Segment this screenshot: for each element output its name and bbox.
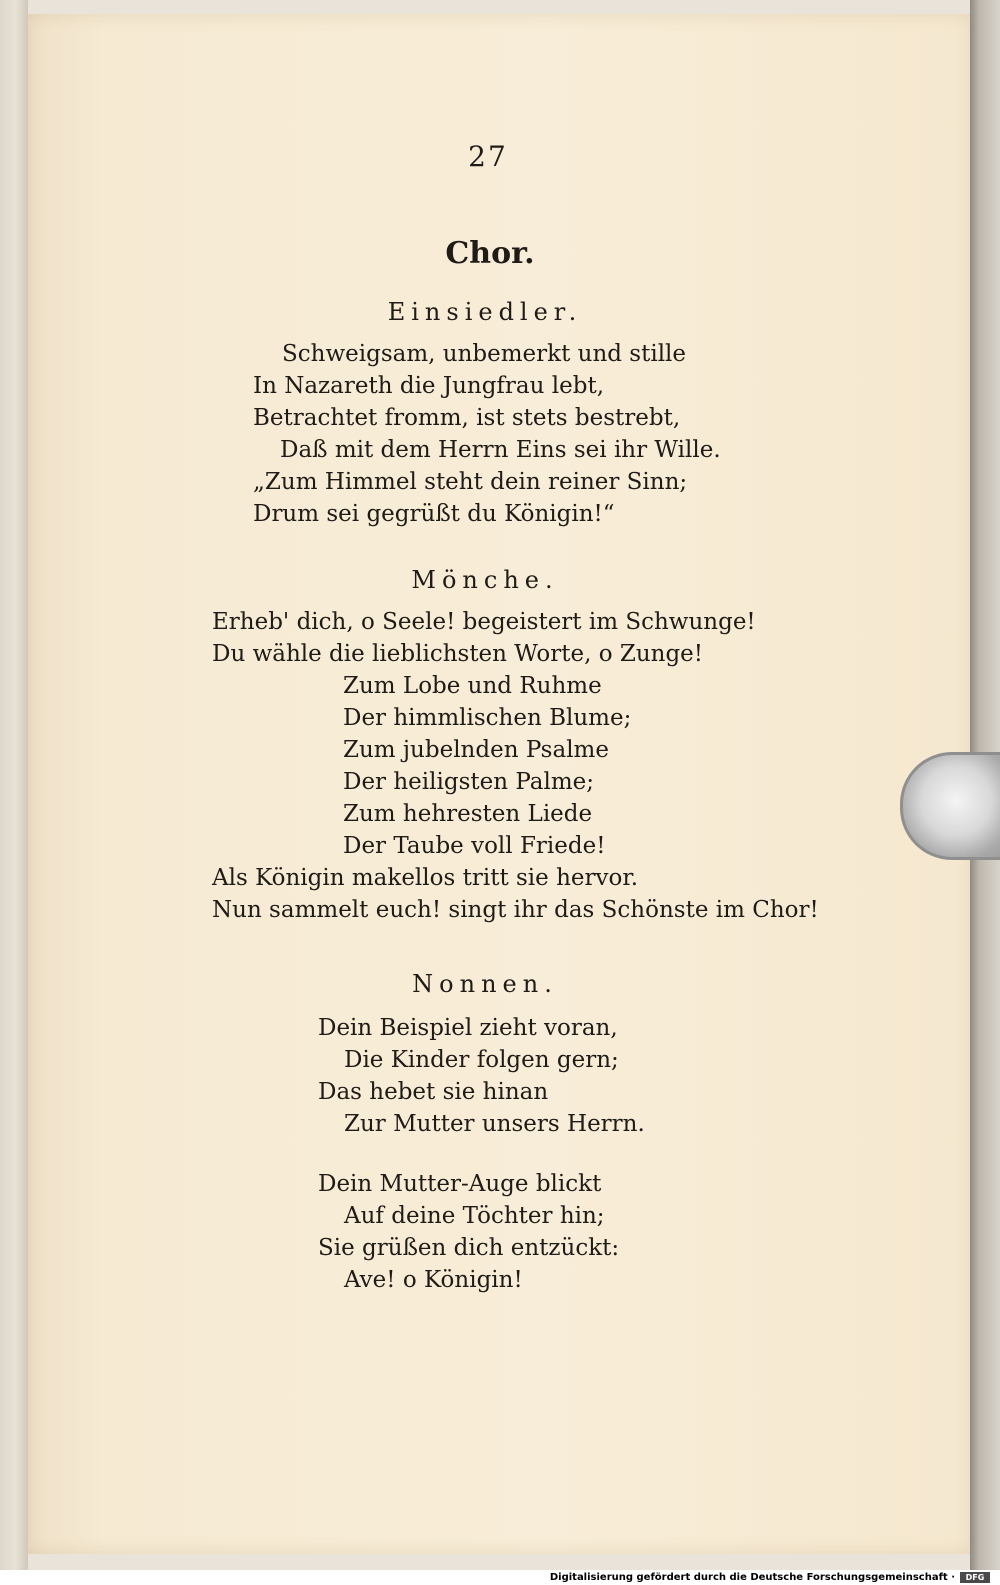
verse-line: Zum hehresten Liede xyxy=(343,801,593,827)
section-title: Chor. xyxy=(445,236,535,271)
verse-line: Auf deine Töchter hin; xyxy=(344,1203,605,1229)
verse-line: Du wähle die lieblichsten Worte, o Zunge! xyxy=(212,641,704,667)
verse-line: „Zum Himmel steht dein reiner Sinn; xyxy=(253,469,688,495)
speaker-einsiedler: Einsiedler. xyxy=(387,298,583,326)
dfg-logo: DFG xyxy=(960,1572,990,1583)
verse-line: Dein Mutter-Auge blickt xyxy=(318,1171,602,1197)
verse-line: Schweigsam, unbemerkt und stille xyxy=(282,341,687,367)
verse-line: Zur Mutter unsers Herrn. xyxy=(344,1111,645,1137)
verse-line: Als Königin makellos tritt sie hervor. xyxy=(212,865,639,891)
digitization-credit: Digitalisierung gefördert durch die Deutsche Forschungsgemeinschaft · xyxy=(549,1572,955,1583)
verse-line: Der heiligsten Palme; xyxy=(343,769,595,795)
verse-line: Ave! o Königin! xyxy=(344,1267,523,1293)
verse-line: Daß mit dem Herrn Eins sei ihr Wille. xyxy=(280,437,721,463)
speaker-moenche: Mönche. xyxy=(411,566,559,594)
verse-line: Betrachtet fromm, ist stets bestrebt, xyxy=(253,405,681,431)
verse-line: Sie grüßen dich entzückt: xyxy=(318,1235,620,1261)
verse-line: Der himmlischen Blume; xyxy=(343,705,632,731)
verse-line: Erheb' dich, o Seele! begeistert im Schwunge! xyxy=(212,609,756,635)
verse-line: Der Taube voll Friede! xyxy=(343,833,606,859)
verse-line: Die Kinder folgen gern; xyxy=(344,1047,619,1073)
verse-line: Drum sei gegrüßt du Königin!“ xyxy=(253,501,615,527)
verse-line: Zum jubelnden Psalme xyxy=(343,737,609,763)
verse-line: Dein Beispiel zieht voran, xyxy=(318,1015,618,1041)
verse-line: In Nazareth die Jungfrau lebt, xyxy=(253,373,605,399)
verse-line: Zum Lobe und Ruhme xyxy=(343,673,602,699)
page-number: 27 xyxy=(468,140,508,173)
footer-bar xyxy=(0,1570,1000,1585)
verse-line: Das hebet sie hinan xyxy=(318,1079,549,1105)
speaker-nonnen: Nonnen. xyxy=(412,970,558,998)
verse-line: Nun sammelt euch! singt ihr das Schönste im Chor! xyxy=(212,897,819,923)
